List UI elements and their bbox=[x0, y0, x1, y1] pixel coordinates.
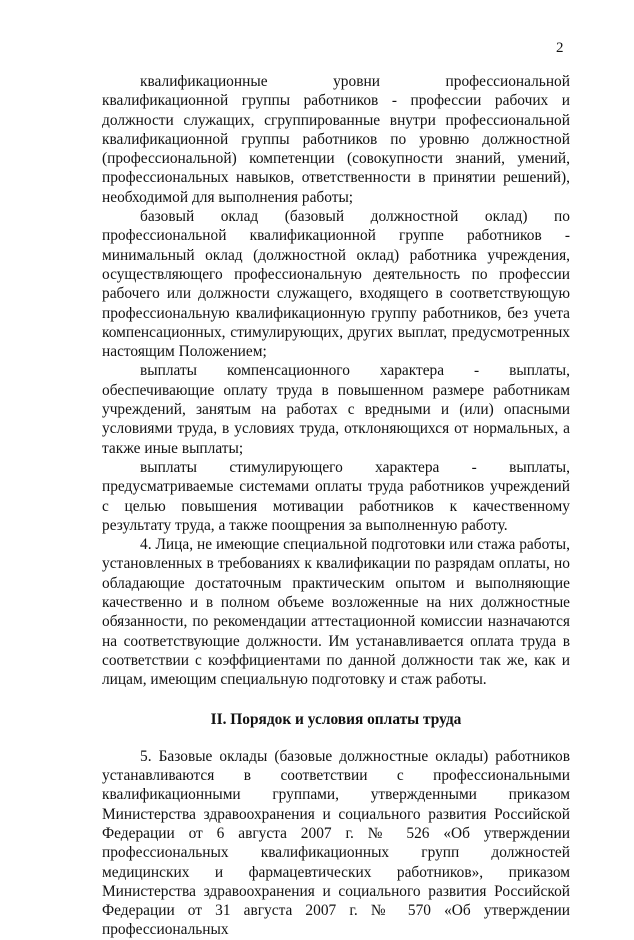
paragraph-compensation-payments: выплаты компенсационного характера - выплаты, обеспечивающие оплату труда в повышенном размере работникам учреждений, занятым на работах с вредными и (или) опасными условиями труда, в условиях труда, отклоняющихся от нормальных, а также иные выплаты; bbox=[102, 362, 570, 457]
paragraph-qualification-levels: квалификационные уровни профессиональной квалификационной группы работников - профессии рабочих и должности служащих, сгруппированные внутри профессиональной квалификационной группы работников по уровню должностной (профессиональной) компетенции (совокупности знаний, умений, профессиональных навыков, ответственности в принятии решений), необходимой для выполнения работы; bbox=[102, 73, 570, 206]
page-number: 2 bbox=[556, 40, 564, 56]
paragraph-item-5: 5. Базовые оклады (базовые должностные оклады) работников устанавливаются в соответствии с профессиональными квалификационными группами, утвержденными приказом Министерства здравоохранения и социального развития Российской Федерации от 6 августа 2007 г. № 526 «Об утверждении профессиональных квалификационных групп должностей медицинских и фармацевтических работников», приказом Министерства здравоохранения и социального развития Российской Федерации от 31 августа 2007 г. № 570 «Об утверждении профессиональных bbox=[102, 747, 570, 939]
document-body bbox=[102, 72, 570, 940]
paragraph-base-salary-definition: базовый оклад (базовый должностной оклад) по профессиональной квалификационной группе работников - минимальный оклад (должностной оклад) работника учреждения, осуществляющего профессиональную деятельность по профессии рабочего или должности служащего, входящего в соответствующую профессиональную квалификационную группу работников, без учета компенсационных, стимулирующих, других выплат, предусмотренных настоящим Положением; bbox=[102, 208, 570, 361]
paragraph-item-4: 4. Лица, не имеющие специальной подготовки или стажа работы, установленных в требованиях к квалификации по разрядам оплаты, но обладающие достаточным практическим опытом и выполняющие качественно и в полном объеме возложенные на них должностные обязанности, по рекомендации аттестационной комиссии назначаются на соответствующие должности. Им устанавливается оплата труда в соответствии с коэффициентами по данной должности так же, как и лицам, имеющим специальную подготовку и стаж работы. bbox=[102, 536, 570, 689]
paragraph-incentive-payments: выплаты стимулирующего характера - выплаты, предусматриваемые системами оплаты труда работников учреждений с целью повышения мотивации работников к качественному результату труда, а также поощрения за выполненную работу. bbox=[102, 458, 570, 534]
section-title: II. Порядок и условия оплаты труда bbox=[210, 710, 462, 728]
